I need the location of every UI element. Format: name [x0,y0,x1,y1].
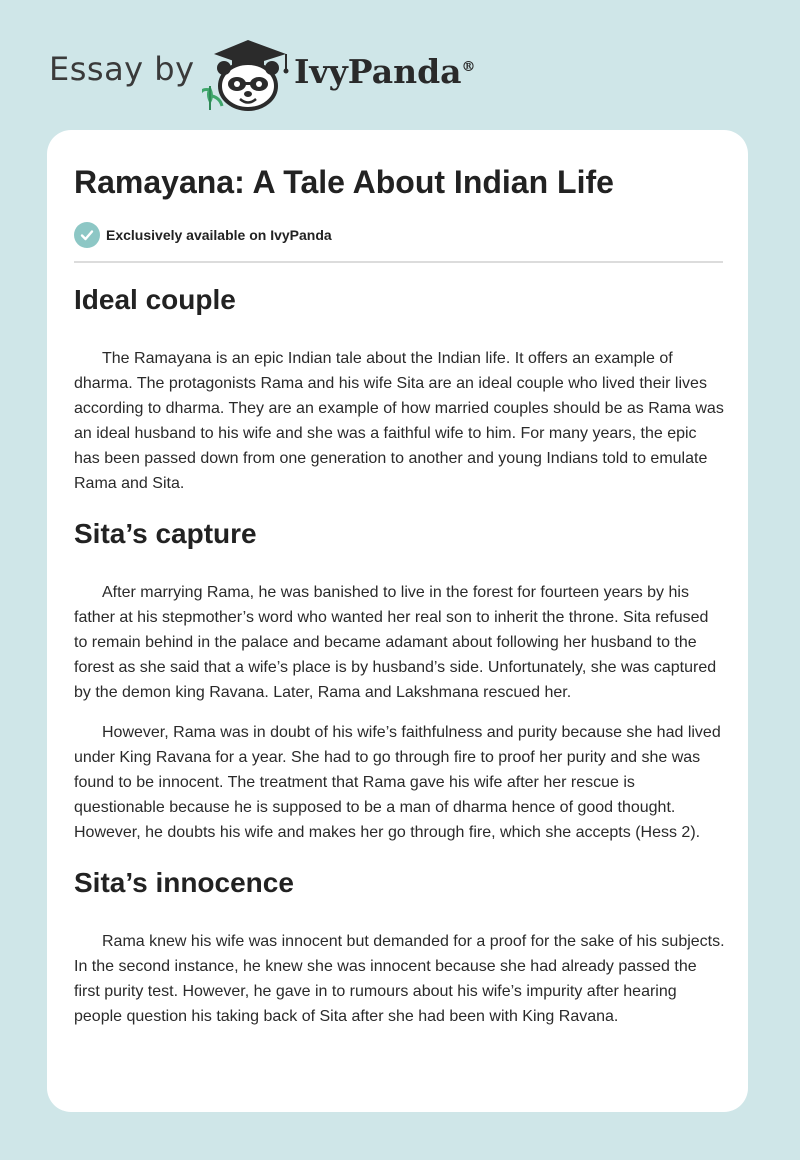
paragraph: Rama knew his wife was innocent but demanded for a proof for the sake of his subjects. In the second instance, he knew she was innocent because she had already passed the first purity test. However, he gave in to rumours about his wife’s impurity after hearing people question his taking back of Sita after she had been with King Ravana. [74,933,725,1025]
section-heading: Ideal couple [74,284,236,315]
brand-logo-text[interactable]: IvyPanda® [294,52,476,91]
paragraph: The Ramayana is an epic Indian tale about the Indian life. It offers an example of dharma. The protagonists Rama and his wife Sita are an ideal couple who lived their lives according to dharma. They are an example of how married couples should be as Rama was an ideal husband to his wife and she was a faithful wife to him. For many years, the epic has been passed down from one generation to another and young Indians told to emulate Rama and Sita. [74,350,724,492]
paragraph: However, Rama was in doubt of his wife’s faithfulness and purity because she had lived under King Ravana for a year. She had to go through fire to proof her purity and she was found to be innocent. The treatment that Rama gave his wife after her rescue is questionable because he is supposed to be a man of dharma hence of good thought. However, he doubts his wife and makes her go through fire, which she accepts (Hess 2). [74,724,721,841]
essay-card [47,130,748,1112]
site-header [0,0,800,130]
exclusive-badge [74,222,332,248]
registered-mark: ® [461,59,476,75]
paragraph: After marrying Rama, he was banished to live in the forest for fourteen years by his father at his stepmother’s word who wanted her real son to inherit the throne. Sita refused to remain behind in the palace and became adamant about following her husband to the forest as she said that a wife’s place is by husband’s side. Unfortunately, she was captured by the demon king Ravana. Later, Rama and Lakshmana rescued her. [74,584,717,701]
essay-title: Ramayana: A Tale About Indian Life [74,164,614,200]
essay-by-label: Essay by [49,50,195,88]
exclusive-badge-label: Exclusively available on IvyPanda [106,227,332,243]
panda-mascot-icon[interactable] [202,36,294,112]
title-divider [74,261,723,263]
check-circle-icon [74,222,100,248]
section-heading: Sita’s capture [74,518,257,549]
essay-body [74,280,726,1029]
section-heading: Sita’s innocence [74,867,294,898]
